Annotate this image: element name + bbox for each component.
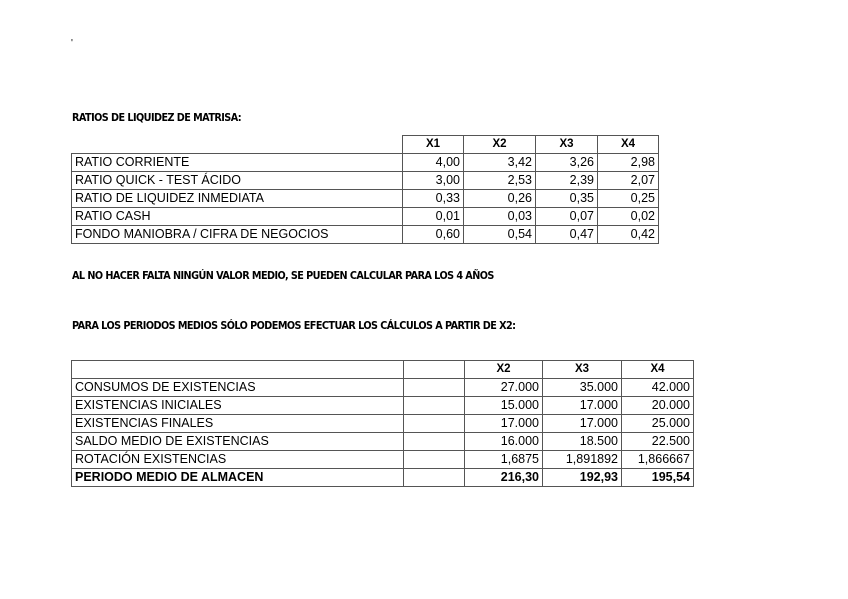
column-header: X3 (536, 136, 598, 154)
cell-value: 3,42 (464, 154, 536, 172)
cell-value: 1,866667 (622, 451, 694, 469)
header-spacer (72, 136, 403, 154)
cell-value: 0,42 (598, 226, 659, 244)
table-row (72, 433, 694, 451)
liquidity-ratios-table (71, 135, 659, 244)
column-header: X2 (465, 361, 543, 379)
average-periods-table (71, 360, 694, 487)
cell-value: 25.000 (622, 415, 694, 433)
table-row (72, 172, 659, 190)
cell-value: 0,54 (464, 226, 536, 244)
cell-value (404, 379, 465, 397)
cell-value: 22.500 (622, 433, 694, 451)
cell-value: 0,07 (536, 208, 598, 226)
row-label: RATIO CORRIENTE (72, 154, 403, 172)
cell-value: 0,03 (464, 208, 536, 226)
header-blank-cell (72, 361, 404, 379)
cell-value: 16.000 (465, 433, 543, 451)
row-label: ROTACIÓN EXISTENCIAS (72, 451, 404, 469)
cell-value: 27.000 (465, 379, 543, 397)
cell-value: 0,02 (598, 208, 659, 226)
row-label: RATIO QUICK - TEST ÁCIDO (72, 172, 403, 190)
cell-value: 2,53 (464, 172, 536, 190)
cell-value: 4,00 (403, 154, 464, 172)
column-header: X4 (622, 361, 694, 379)
cell-value (404, 469, 465, 487)
cell-value: 2,39 (536, 172, 598, 190)
cell-value: 2,07 (598, 172, 659, 190)
table-row-total (72, 469, 694, 487)
cell-value: 15.000 (465, 397, 543, 415)
stray-mark: ' (71, 38, 73, 49)
column-header: X2 (464, 136, 536, 154)
row-label: RATIO DE LIQUIDEZ INMEDIATA (72, 190, 403, 208)
table-header-row (72, 136, 659, 154)
column-header: X1 (403, 136, 464, 154)
cell-value: 192,93 (543, 469, 622, 487)
row-label: CONSUMOS DE EXISTENCIAS (72, 379, 404, 397)
cell-value: 1,891892 (543, 451, 622, 469)
cell-value: 20.000 (622, 397, 694, 415)
table-header-row (72, 361, 694, 379)
cell-value: 3,00 (403, 172, 464, 190)
cell-value: 17.000 (465, 415, 543, 433)
column-header (404, 361, 465, 379)
column-header: X4 (598, 136, 659, 154)
row-label: SALDO MEDIO DE EXISTENCIAS (72, 433, 404, 451)
table-row (72, 379, 694, 397)
liquidity-heading: RATIOS DE LIQUIDEZ DE MATRISA: (72, 112, 242, 124)
cell-value: 0,26 (464, 190, 536, 208)
column-header: X3 (543, 361, 622, 379)
row-label: FONDO MANIOBRA / CIFRA DE NEGOCIOS (72, 226, 403, 244)
cell-value: 216,30 (465, 469, 543, 487)
cell-value: 18.500 (543, 433, 622, 451)
row-label: PERIODO MEDIO DE ALMACEN (72, 469, 404, 487)
table-row (72, 415, 694, 433)
cell-value: 0,47 (536, 226, 598, 244)
table-row (72, 208, 659, 226)
cell-value: 35.000 (543, 379, 622, 397)
cell-value (404, 451, 465, 469)
cell-value (404, 433, 465, 451)
cell-value: 1,6875 (465, 451, 543, 469)
row-label: RATIO CASH (72, 208, 403, 226)
cell-value: 0,01 (403, 208, 464, 226)
cell-value (404, 397, 465, 415)
table-row (72, 190, 659, 208)
averages-note: AL NO HACER FALTA NINGÚN VALOR MEDIO, SE PUEDEN CALCULAR PARA LOS 4 AÑOS (72, 270, 494, 282)
table-row (72, 451, 694, 469)
cell-value: 2,98 (598, 154, 659, 172)
cell-value: 0,35 (536, 190, 598, 208)
table-row (72, 154, 659, 172)
row-label: EXISTENCIAS INICIALES (72, 397, 404, 415)
cell-value: 3,26 (536, 154, 598, 172)
cell-value: 0,25 (598, 190, 659, 208)
table-row (72, 397, 694, 415)
cell-value: 42.000 (622, 379, 694, 397)
table-row (72, 226, 659, 244)
cell-value: 17.000 (543, 397, 622, 415)
row-label: EXISTENCIAS FINALES (72, 415, 404, 433)
cell-value: 195,54 (622, 469, 694, 487)
cell-value: 0,60 (403, 226, 464, 244)
periods-heading: PARA LOS PERIODOS MEDIOS SÓLO PODEMOS EFECTUAR LOS CÁLCULOS A PARTIR DE X2: (72, 320, 516, 332)
cell-value (404, 415, 465, 433)
cell-value: 0,33 (403, 190, 464, 208)
cell-value: 17.000 (543, 415, 622, 433)
